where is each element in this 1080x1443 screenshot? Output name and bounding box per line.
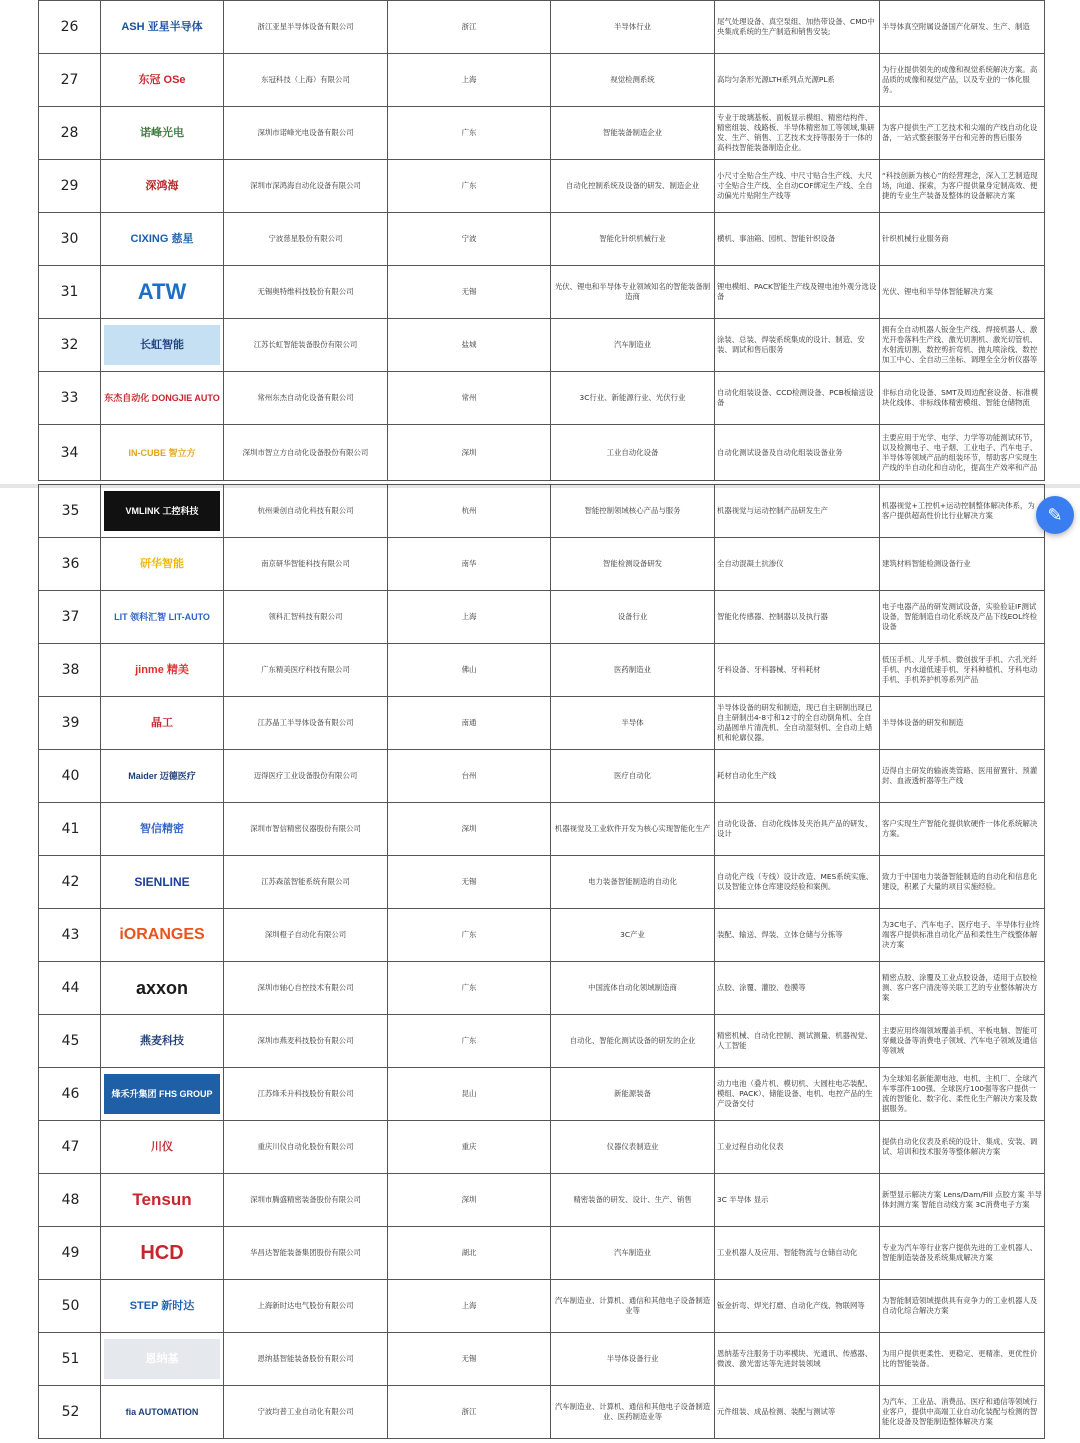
products: 牙科设备、牙科器械、牙科耗材	[717, 665, 821, 674]
table-row	[39, 697, 1045, 750]
industry: 电力装备智能制造的自动化	[551, 856, 715, 909]
company-logo: 东杰自动化 DONGJIE AUTO	[104, 393, 220, 403]
industry: 仪器仪表制造业	[551, 1121, 715, 1174]
row-number: 36	[39, 538, 101, 591]
products: 自动化测试设备及自动化组装设备业务	[717, 447, 843, 457]
region: 昆山	[388, 1068, 551, 1121]
region: 上海	[388, 54, 551, 107]
products: 工业过程自动化仪表	[717, 1142, 784, 1151]
products: 自动化产线（专线）设计改造、MES系统实施、以及智能立体仓库建设经验和案例。	[717, 872, 874, 891]
table-row	[39, 266, 1045, 319]
region: 无锡	[388, 856, 551, 909]
industry: 机器视觉及工业软件开发为核心实现智能化生产	[551, 803, 715, 856]
products: 涂装、总装、焊装系统集成的设计、制造、安装、调试和售后服务	[717, 335, 865, 354]
service: 为客户提供生产工艺技术和尖端的产线自动化设备，一站式整套服务平台和完善的售后服务	[882, 123, 1038, 142]
row-number: 37	[39, 591, 101, 644]
row-number: 39	[39, 697, 101, 750]
company-name: 浙江亚星半导体设备有限公司	[224, 1, 388, 54]
table-row	[39, 538, 1045, 591]
company-name: 恩纳基智能装备股份有限公司	[224, 1333, 388, 1386]
row-number: 41	[39, 803, 101, 856]
products: 自动化组装设备、CCD检测设备、PCB板输送设备	[717, 388, 874, 407]
table-row	[39, 1227, 1045, 1280]
row-number: 46	[39, 1068, 101, 1121]
service: 新型显示解决方案 Lens/Dam/Fill 点胶方案 半导体封测方案 智能自动线方案 3C消费电子方案	[882, 1190, 1042, 1209]
company-logo: ASH 亚星半导体	[121, 21, 203, 33]
region: 上海	[388, 591, 551, 644]
region: 浙江	[388, 1386, 551, 1439]
products: 精密机械、自动化控制、测试测量、机器视觉、人工智能	[717, 1031, 873, 1050]
table-row	[39, 1, 1045, 54]
products: 装配、输送、焊装、立体仓储与分拣等	[717, 930, 843, 939]
row-number: 49	[39, 1227, 101, 1280]
region: 常州	[388, 372, 551, 425]
products: 半导体设备的研发和制造，现已自主研制出现已自主研制出4-8寸和12寸的全自动倒角机、全自动晶圆单片清洗机、全自动湿刻机、全自动上蜡机和轮廓仪器。	[717, 703, 873, 742]
company-name: 江苏烽禾升科技股份有限公司	[224, 1068, 388, 1121]
company-name: 深圳市诺峰光电设备有限公司	[224, 107, 388, 160]
table-row	[39, 1174, 1045, 1227]
service: 专业为汽车等行业客户提供先进的工业机器人、智能制造装备及系统集成解决方案	[882, 1243, 1038, 1262]
products: 钣金折弯、焊光打磨、自动化产线、物联网等	[717, 1301, 865, 1310]
row-number: 52	[39, 1386, 101, 1439]
region: 佛山	[388, 644, 551, 697]
region: 盐城	[388, 319, 551, 372]
products: 横机、事油箱、园机、智能针织设备	[717, 234, 836, 243]
company-name: 宁波均普工业自动化有限公司	[224, 1386, 388, 1439]
region: 浙江	[388, 1, 551, 54]
company-logo: ATW	[137, 279, 187, 304]
service: 主要应用于光学、电学、力学等功能测试环节，以及检测电子、电子烟、工业电子、汽车电子、半导体等领域产品的组装环节，帮助客户实现生产线的半自动化和自动化，提高生产效率和产品	[882, 432, 1038, 472]
service: 为汽车、工业品、消费品、医疗和通信等领域行业客户，提供中高端工业自动化装配与检测的智能化设备及智能制造整体解决方案	[882, 1397, 1038, 1426]
table-row	[39, 750, 1045, 803]
service: 迈得自主研发的输液类管路、医用留置针、预灌封、血液透析器等生产线	[882, 766, 1038, 785]
products: 动力电池（叠片机、模切机、大圆柱电芯装配、模组、PACK）、储能设备、电机、电控产品的生产设备交付	[717, 1079, 873, 1108]
company-logo: 深鸿海	[145, 180, 179, 192]
products: 元件组装、成品检测、装配与测试等	[717, 1407, 836, 1416]
company-logo: 诺峰光电	[140, 127, 184, 139]
industry: 工业自动化设备	[551, 425, 715, 481]
service: 为智能制造领域提供具有竞争力的工业机器人及自动化综合解决方案	[882, 1296, 1038, 1315]
table-row	[39, 803, 1045, 856]
company-logo: IN-CUBE 智立方	[128, 447, 196, 458]
row-number: 29	[39, 160, 101, 213]
service: 为3C电子、汽车电子、医疗电子、半导体行业终端客户提供标准自动化产品和柔性生产线整体解决方案	[882, 920, 1040, 949]
region: 台州	[388, 750, 551, 803]
industry: 汽车制造业	[551, 1227, 715, 1280]
industry: 设备行业	[551, 591, 715, 644]
row-number: 31	[39, 266, 101, 319]
company-logo: 川仪	[151, 1141, 173, 1153]
service: 建筑材料智能检测设备行业	[882, 559, 971, 568]
region: 广东	[388, 160, 551, 213]
row-number: 50	[39, 1280, 101, 1333]
company-name: 深圳市深鸿海自动化设备有限公司	[224, 160, 388, 213]
table-row	[39, 319, 1045, 372]
industry: 精密装备的研发、设计、生产、销售	[551, 1174, 715, 1227]
region: 深圳	[388, 803, 551, 856]
row-number: 44	[39, 962, 101, 1015]
industry: 汽车制造业、计算机、通信和其他电子设备制造业、医药制造业等	[551, 1386, 715, 1439]
company-name: 常州东杰自动化设备有限公司	[224, 372, 388, 425]
row-number: 45	[39, 1015, 101, 1068]
products: 小尺寸全贴合生产线、中尺寸贴合生产线、大尺寸全贴合生产线、全自动COF绑定生产线、全自动偏光片贴附生产线等	[717, 171, 873, 200]
company-name: 无锡奥特维科技股份有限公司	[224, 266, 388, 319]
table-row	[39, 372, 1045, 425]
service: 半导体设备的研发和制造	[882, 718, 964, 727]
industry: 中国流体自动化领域制造商	[551, 962, 715, 1015]
company-name: 迈得医疗工业设备股份有限公司	[224, 750, 388, 803]
service: 主要应用终端领域覆盖手机、平板电脑、智能可穿戴设备等消费电子领域、汽车电子领域及通信等领域	[882, 1026, 1038, 1055]
region: 南通	[388, 697, 551, 750]
table-row	[39, 1121, 1045, 1174]
industry: 自动化、智能化测试设备的研发的企业	[551, 1015, 715, 1068]
row-number: 38	[39, 644, 101, 697]
company-logo: 晶工	[151, 717, 173, 729]
industry: 自动化控制系统及设备的研发、制造企业	[551, 160, 715, 213]
company-logo: SIENLINE	[134, 875, 190, 889]
company-logo: 恩纳基	[104, 1339, 220, 1379]
company-name: 上海新时达电气股份有限公司	[224, 1280, 388, 1333]
company-table-top	[38, 0, 1045, 481]
service: 半导体真空附属设备国产化研发、生产、制造	[882, 22, 1030, 31]
region: 宁波	[388, 213, 551, 266]
products: 自动化设备、自动化线体及夹治具产品的研发、设计	[717, 819, 873, 838]
products: 3C 半导体 显示	[717, 1195, 769, 1204]
company-name: 深圳市智信精密仪器股份有限公司	[224, 803, 388, 856]
company-table-bottom	[38, 484, 1045, 1439]
company-name: 深圳市燕麦科技股份有限公司	[224, 1015, 388, 1068]
row-number: 47	[39, 1121, 101, 1174]
service: 光伏、锂电和半导体智能解决方案	[882, 287, 993, 296]
industry: 智能检测设备研发	[551, 538, 715, 591]
company-logo: LIT 领科汇智 LIT-AUTO	[114, 612, 210, 622]
industry: 半导体行业	[551, 1, 715, 54]
company-logo: STEP 新时达	[129, 1300, 195, 1312]
table-row	[39, 1280, 1045, 1333]
row-number: 42	[39, 856, 101, 909]
company-logo: 长虹智能	[104, 325, 220, 365]
region: 广东	[388, 962, 551, 1015]
row-number: 51	[39, 1333, 101, 1386]
company-name: 深圳市轴心自控技术有限公司	[224, 962, 388, 1015]
table-row	[39, 1386, 1045, 1439]
service: “科技创新为核心”的经营理念，深入工艺制造现场，向道、探索，为客户提供量身定制高效、便捷的专业生产装备及整体的设备解决方案	[882, 171, 1038, 200]
company-name: 深圳市智立方自动化设备股份有限公司	[224, 425, 388, 481]
row-number: 30	[39, 213, 101, 266]
edit-icon: ✎	[1047, 504, 1063, 526]
table-row	[39, 160, 1045, 213]
industry: 半导体	[551, 697, 715, 750]
service: 为全球知名新能源电池、电机、主机厂、全球汽车零部件100强、全球医疗100强等客户提供一流的智能化、数字化、柔性化生产解决方案及数据服务。	[882, 1074, 1038, 1113]
service: 电子电器产品的研发测试设备，实验验证IF测试设备，智能制造自动化系统及产品下线EOL终检设备	[882, 602, 1038, 631]
company-name: 南京研华智能科技有限公司	[224, 538, 388, 591]
products: 尾气处理设备、真空泵组、加热带设备、CMD中央集成系统的生产制造和销售安装;	[717, 17, 875, 36]
service: 针织机械行业服务商	[882, 234, 949, 243]
company-logo: VMLINK 工控科技	[104, 491, 220, 531]
company-logo: Tensun	[132, 1190, 192, 1209]
company-name: 江苏长虹智能装备股份有限公司	[224, 319, 388, 372]
table-row	[39, 1333, 1045, 1386]
products: 工业机器人及应用、智能物流与仓储自动化	[717, 1248, 858, 1257]
company-logo: Maider 迈德医疗	[128, 771, 196, 781]
region: 无锡	[388, 1333, 551, 1386]
company-name: 江苏森蓝智能系统有限公司	[224, 856, 388, 909]
industry: 智能装备制造企业	[551, 107, 715, 160]
row-number: 27	[39, 54, 101, 107]
table-row	[39, 856, 1045, 909]
region: 重庆	[388, 1121, 551, 1174]
region: 杭州	[388, 485, 551, 538]
row-number: 43	[39, 909, 101, 962]
table-row	[39, 1015, 1045, 1068]
industry: 智能化针织机械行业	[551, 213, 715, 266]
service: 非标自动化设备、SMT及周边配套设备、标准模块化线体、非标线体精密模组、智能仓储物流	[882, 388, 1039, 407]
industry: 智能控制领域核心产品与服务	[551, 485, 715, 538]
industry: 视觉检测系统	[551, 54, 715, 107]
company-name: 东冠科技（上海）有限公司	[224, 54, 388, 107]
table-row	[39, 107, 1045, 160]
service: 致力于中国电力装备智能制造的自动化和信息化建设，积累了大量的项目实施经验。	[882, 872, 1038, 891]
company-logo: 燕麦科技	[140, 1035, 184, 1047]
industry: 3C产业	[551, 909, 715, 962]
service: 提供自动化仪表及系统的设计、集成、安装、调试、培训和技术服务等整体解决方案	[882, 1137, 1038, 1156]
company-name: 华昌达智能装备集团股份有限公司	[224, 1227, 388, 1280]
row-number: 35	[39, 485, 101, 538]
region: 深圳	[388, 425, 551, 481]
row-number: 40	[39, 750, 101, 803]
region: 南华	[388, 538, 551, 591]
company-logo: 智信精密	[140, 823, 184, 835]
industry: 汽车制造业、计算机、通信和其他电子设备制造业等	[551, 1280, 715, 1333]
table-row	[39, 1068, 1045, 1121]
table-row	[39, 591, 1045, 644]
company-logo: 东冠 OSe	[138, 74, 186, 86]
service: 精密点胶、涂覆及工业点胶设备，适用于点胶检测、客户客户清洗等关联工艺的专业整体解决方案	[882, 973, 1038, 1002]
region: 广东	[388, 909, 551, 962]
row-number: 32	[39, 319, 101, 372]
industry: 医药制造业	[551, 644, 715, 697]
company-logo: jinme 精美	[135, 664, 189, 676]
row-number: 34	[39, 425, 101, 481]
products: 机器视觉与运动控制产品研发生产	[717, 506, 828, 515]
industry: 新能源装备	[551, 1068, 715, 1121]
company-name: 重庆川仪自动化股份有限公司	[224, 1121, 388, 1174]
table-row	[39, 644, 1045, 697]
company-logo: iORANGES	[119, 926, 205, 943]
company-logo: CIXING 慈星	[130, 233, 194, 245]
table-row	[39, 909, 1045, 962]
products: 恩纳基专注服务于功率模块、光通讯、传感器、微波、激光雷达等先进封装领域	[717, 1349, 873, 1368]
products: 耗材自动化生产线	[717, 771, 777, 780]
products: 专业于玻璃基板、面板显示模组、精密结构件、精密组装、线路板、半导体精密加工等领域,集研发、生产、销售、工艺技术支持等服务于一体的高科技智能装备制造企业。	[717, 113, 875, 152]
company-name: 广东精美医疗科技有限公司	[224, 644, 388, 697]
table-row	[39, 425, 1045, 481]
company-name: 杭州秉创自动化科技有限公司	[224, 485, 388, 538]
company-logo: 研华智能	[140, 558, 184, 570]
service: 拥有全自动机器人钣金生产线、焊接机器人、激光开卷落料生产线、激光切割机、激光切管机、水射流切割、数控剪折弯机、抛丸喷涂线、数控加工中心、全自动三坐标、调理全全分析仪器等	[882, 325, 1038, 364]
row-number: 26	[39, 1, 101, 54]
service: 为行业提供领先的成像和视觉系统解决方案。高品质的成像和视觉产品，以及专业的一体化服务。	[882, 65, 1038, 94]
region: 深圳	[388, 1174, 551, 1227]
service: 低压手机、儿牙手机、微创拔牙手机、六孔光纤手机、内水道低速手机、牙科种植机、牙科电动手机、手机养护机等系列产品	[882, 655, 1038, 684]
products: 全自动混凝土抗渗仪	[717, 559, 784, 568]
industry: 3C行业、新能源行业、光伏行业	[551, 372, 715, 425]
company-name: 领科汇智科技有限公司	[224, 591, 388, 644]
company-logo: fia AUTOMATION	[125, 1407, 199, 1417]
industry: 汽车制造业	[551, 319, 715, 372]
service: 客户实现生产智能化提供软硬件一体化系统解决方案。	[882, 819, 1038, 838]
industry: 光伏、锂电和半导体专业领域知名的智能装备制造商	[551, 266, 715, 319]
table-row	[39, 54, 1045, 107]
row-number: 33	[39, 372, 101, 425]
table-row	[39, 213, 1045, 266]
company-name: 深圳市腾盛精密装备股份有限公司	[224, 1174, 388, 1227]
table-row	[39, 485, 1045, 538]
edit-button[interactable]	[1036, 496, 1074, 534]
company-name: 江苏晶工半导体设备有限公司	[224, 697, 388, 750]
company-logo: 烽禾升集团 FHS GROUP	[104, 1074, 220, 1114]
products: 锂电模组、PACK智能生产线及锂电池外观分选设备	[717, 282, 877, 301]
row-number: 48	[39, 1174, 101, 1227]
region: 无锡	[388, 266, 551, 319]
region: 湖北	[388, 1227, 551, 1280]
region: 广东	[388, 107, 551, 160]
products: 点胶、涂覆、灌胶、卷膜等	[717, 983, 806, 992]
company-logo: HCD	[140, 1242, 184, 1264]
service: 机器视觉+工控机+运动控制整体解决体系，为客户提供超高性价比行业解决方案	[882, 501, 1035, 520]
industry: 半导体设备行业	[551, 1333, 715, 1386]
region: 广东	[388, 1015, 551, 1068]
region: 上海	[388, 1280, 551, 1333]
table-row	[39, 962, 1045, 1015]
industry: 医疗自动化	[551, 750, 715, 803]
service: 为用户提供更柔性、更稳定、更精准、更优性价比的智能装备。	[882, 1349, 1038, 1368]
products: 高均匀条形光源LTH系列点光源PL系	[717, 75, 835, 84]
company-name: 宁波慈星股份有限公司	[224, 213, 388, 266]
company-logo: axxon	[135, 978, 189, 998]
company-name: 深圳橙子自动化有限公司	[224, 909, 388, 962]
products: 智能化传感器、控制器以及执行器	[717, 612, 828, 621]
row-number: 28	[39, 107, 101, 160]
